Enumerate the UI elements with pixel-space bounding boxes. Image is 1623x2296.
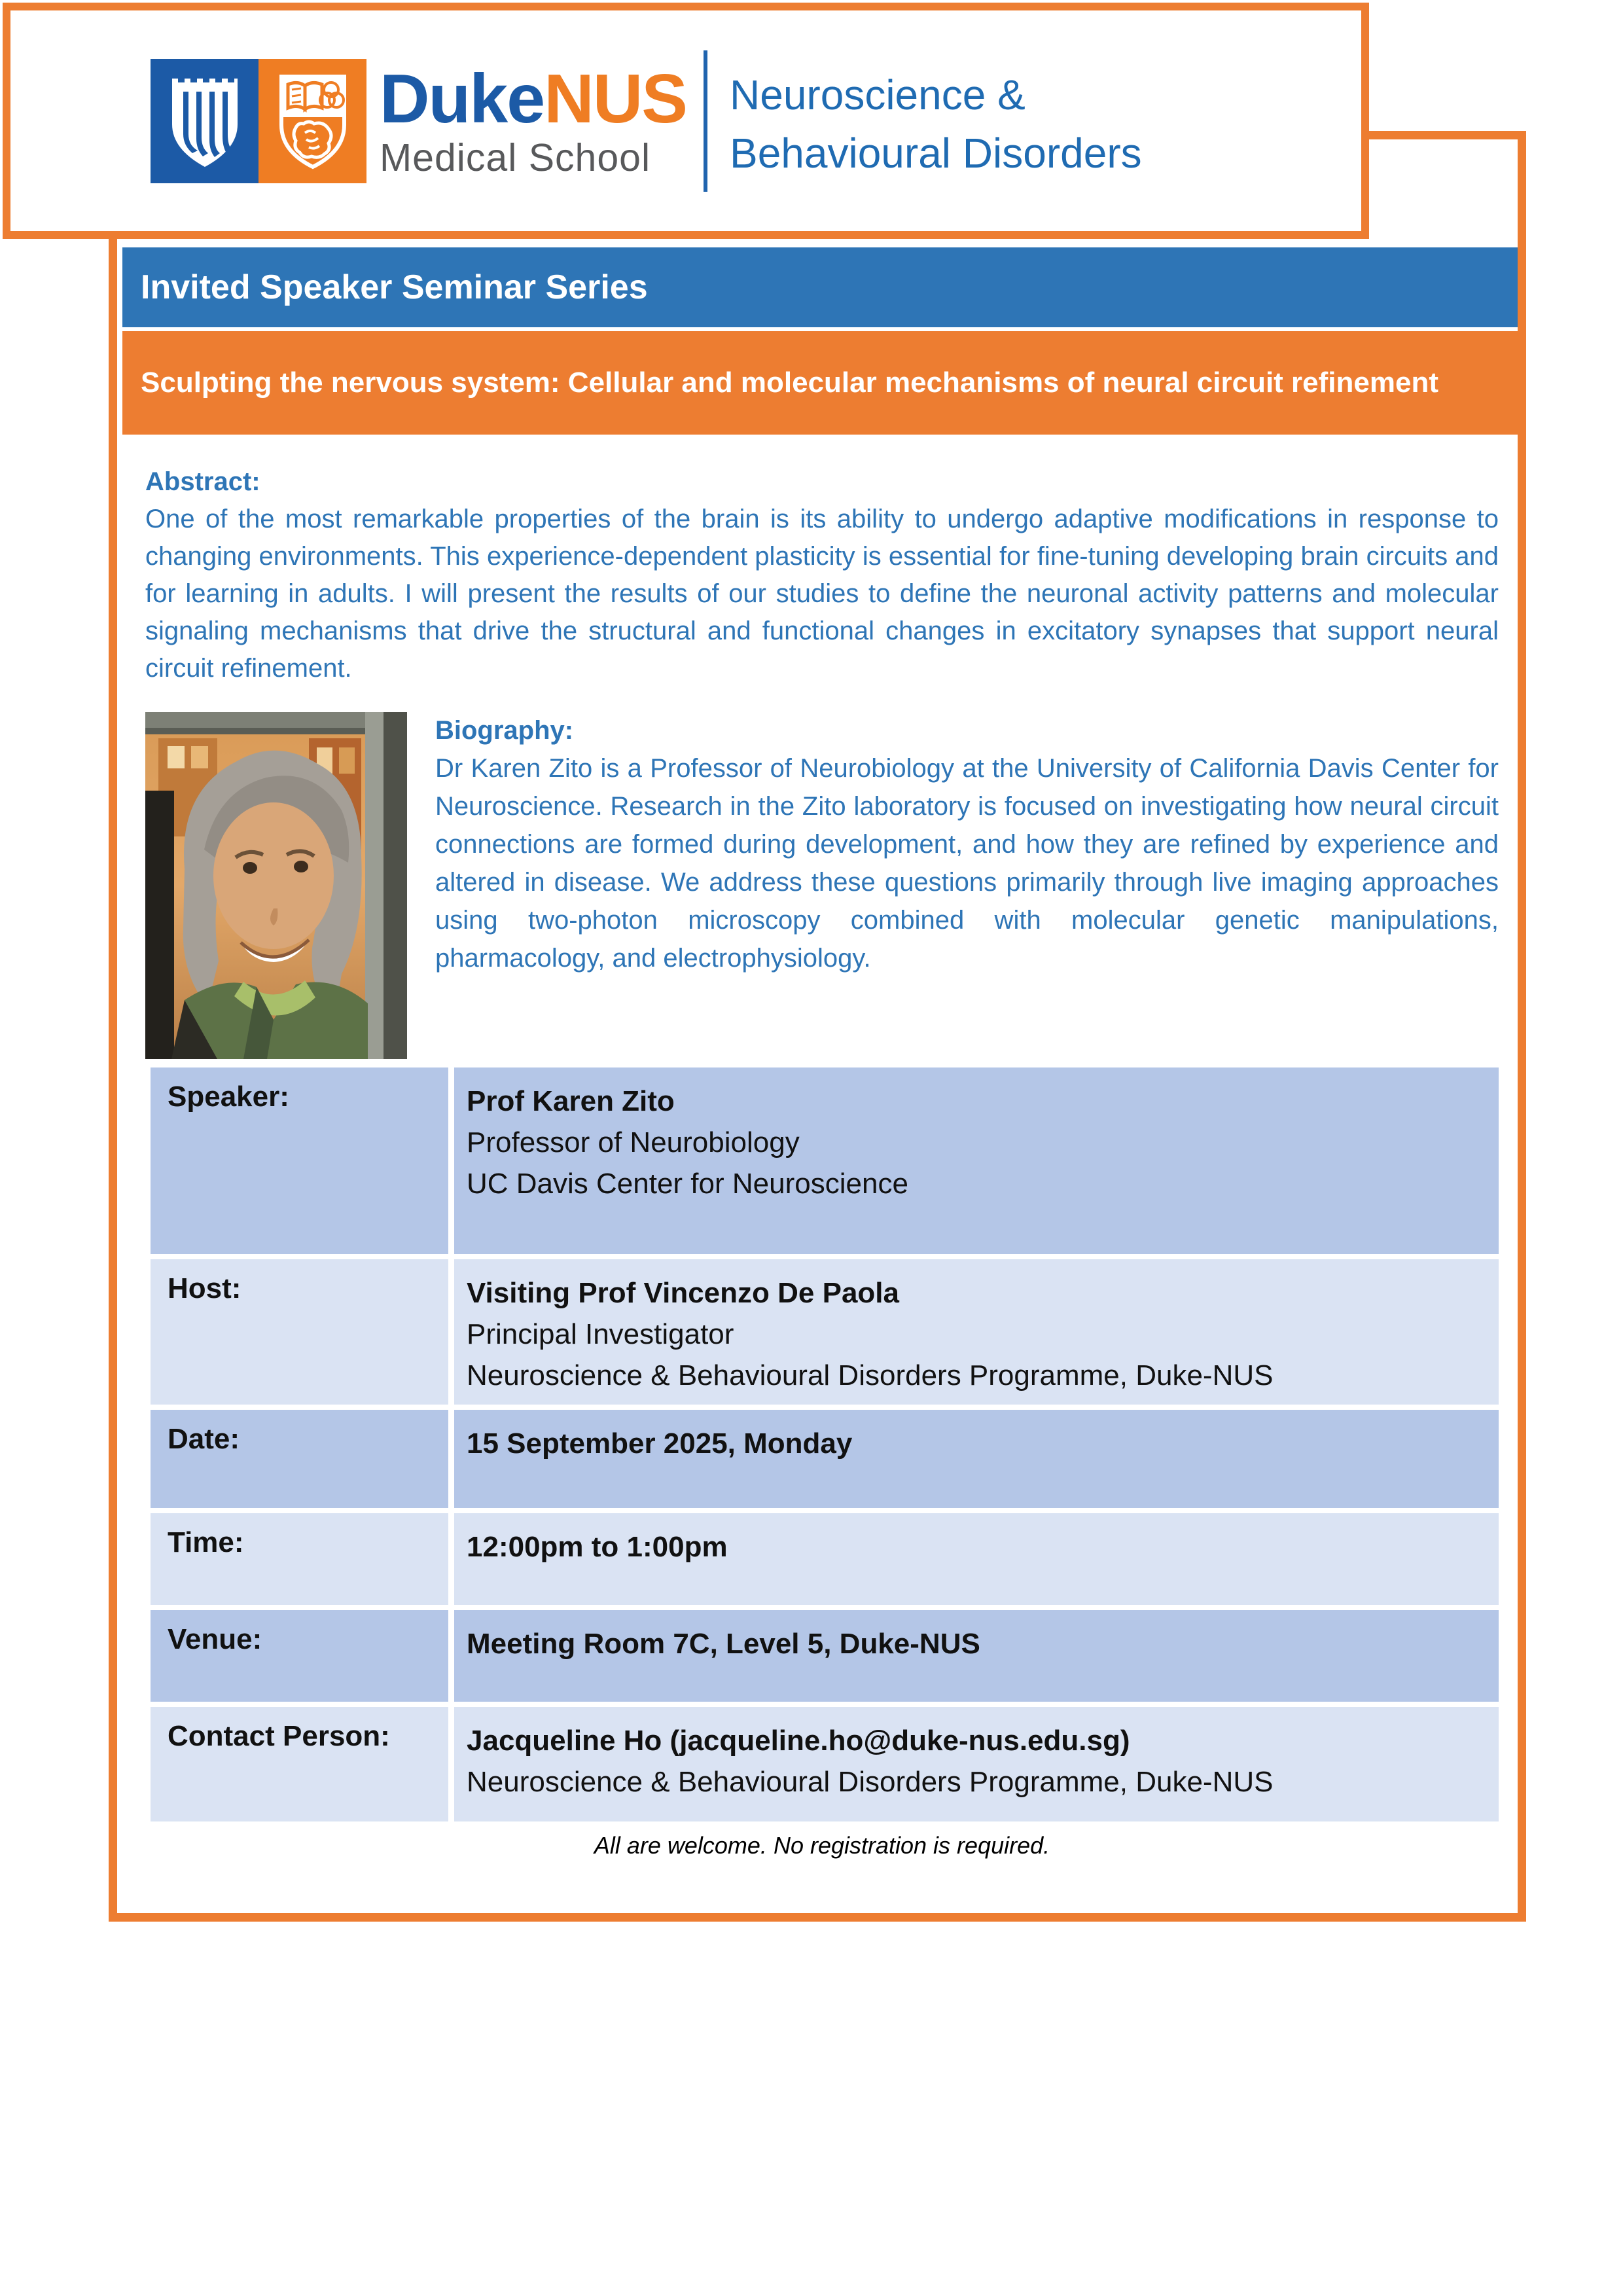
row-label: Host: [151, 1259, 448, 1405]
row-content [454, 1610, 1499, 1702]
abstract-text: One of the most remarkable properties of the brain is its ability to undergo adaptive modifications in response to changing environments. This experience-dependent plasticity is essential for fine-tuning developing brain circuits and for learning in adults. I will present the results of our studies to define the neuronal activity patterns and molecular signaling mechanisms that drive the structural and functional changes in excitatory synapses that support neural circuit refinement. [145, 505, 1499, 683]
event-time: 12:00pm to 1:00pm [467, 1531, 728, 1563]
row-content [454, 1410, 1499, 1508]
main-content-box [109, 131, 1526, 1922]
programme-line2: Behavioural Disorders [730, 129, 1142, 177]
logo-divider [704, 50, 707, 192]
duke-text: Duke [380, 60, 544, 137]
medical-school-text: Medical School [380, 136, 651, 179]
speaker-affiliation: UC Davis Center for Neuroscience [467, 1168, 908, 1200]
table-row-time [151, 1513, 1499, 1605]
seminar-title-text: Sculpting the nervous system: Cellular and molecular mechanisms of neural circuit refinement [141, 367, 1438, 399]
host-title: Principal Investigator [467, 1318, 734, 1350]
biography-section [145, 712, 1499, 1059]
seminar-series-banner [122, 247, 1518, 327]
host-affiliation: Neuroscience & Behavioural Disorders Programme, Duke-NUS [467, 1359, 1274, 1391]
biography-heading: Biography: [435, 716, 574, 745]
header-box [3, 3, 1369, 239]
table-row-venue [151, 1610, 1499, 1702]
dukenus-wordmark [380, 60, 687, 179]
event-venue: Meeting Room 7C, Level 5, Duke-NUS [467, 1628, 980, 1660]
seminar-title-banner [122, 331, 1518, 435]
row-content [454, 1513, 1499, 1605]
nus-text: NUS [544, 60, 687, 137]
footer-note: All are welcome. No registration is required. [594, 1832, 1050, 1859]
details-table [151, 1067, 1499, 1821]
programme-line1: Neuroscience & [730, 71, 1026, 119]
row-content [454, 1707, 1499, 1821]
dukenus-logo [151, 59, 366, 183]
speaker-name: Prof Karen Zito [467, 1085, 675, 1117]
host-name: Visiting Prof Vincenzo De Paola [467, 1277, 899, 1309]
table-row-contact [151, 1707, 1499, 1821]
row-content [454, 1259, 1499, 1405]
table-row-host [151, 1259, 1499, 1405]
row-label: Venue: [151, 1610, 448, 1702]
nus-crest-icon [259, 59, 366, 183]
row-label: Contact Person: [151, 1707, 448, 1821]
speaker-photo-placeholder [145, 712, 407, 1059]
duke-shield-icon [151, 59, 259, 183]
dukenus-wordmark-main [380, 60, 687, 137]
seminar-series-label: Invited Speaker Seminar Series [141, 268, 648, 306]
speaker-title: Professor of Neurobiology [467, 1126, 800, 1158]
biography-text-block [435, 712, 1499, 977]
programme-name [730, 66, 1142, 182]
event-date: 15 September 2025, Monday [467, 1427, 853, 1460]
table-row-date [151, 1410, 1499, 1508]
abstract-heading: Abstract: [145, 467, 260, 496]
flyer-body [117, 463, 1518, 1859]
contact-name-email: Jacqueline Ho (jacqueline.ho@duke-nus.edu.sg) [467, 1725, 1130, 1757]
biography-text: Dr Karen Zito is a Professor of Neurobiology at the University of California Davis Center for Neuroscience. Research in the Zito laboratory is focused on investigating how neural circuit connections are formed during development, and how they are refined by experience and altered in disease. We address these questions primarily through live imaging approaches using two-photon microscopy combined with molecular genetic manipulations, pharmacology, and electrophysiology. [435, 754, 1499, 973]
row-label: Date: [151, 1410, 448, 1508]
row-content [454, 1067, 1499, 1254]
contact-affiliation: Neuroscience & Behavioural Disorders Programme, Duke-NUS [467, 1766, 1274, 1798]
speaker-photo [145, 712, 407, 1059]
table-row-speaker [151, 1067, 1499, 1254]
row-label: Time: [151, 1513, 448, 1605]
row-label: Speaker: [151, 1067, 448, 1254]
